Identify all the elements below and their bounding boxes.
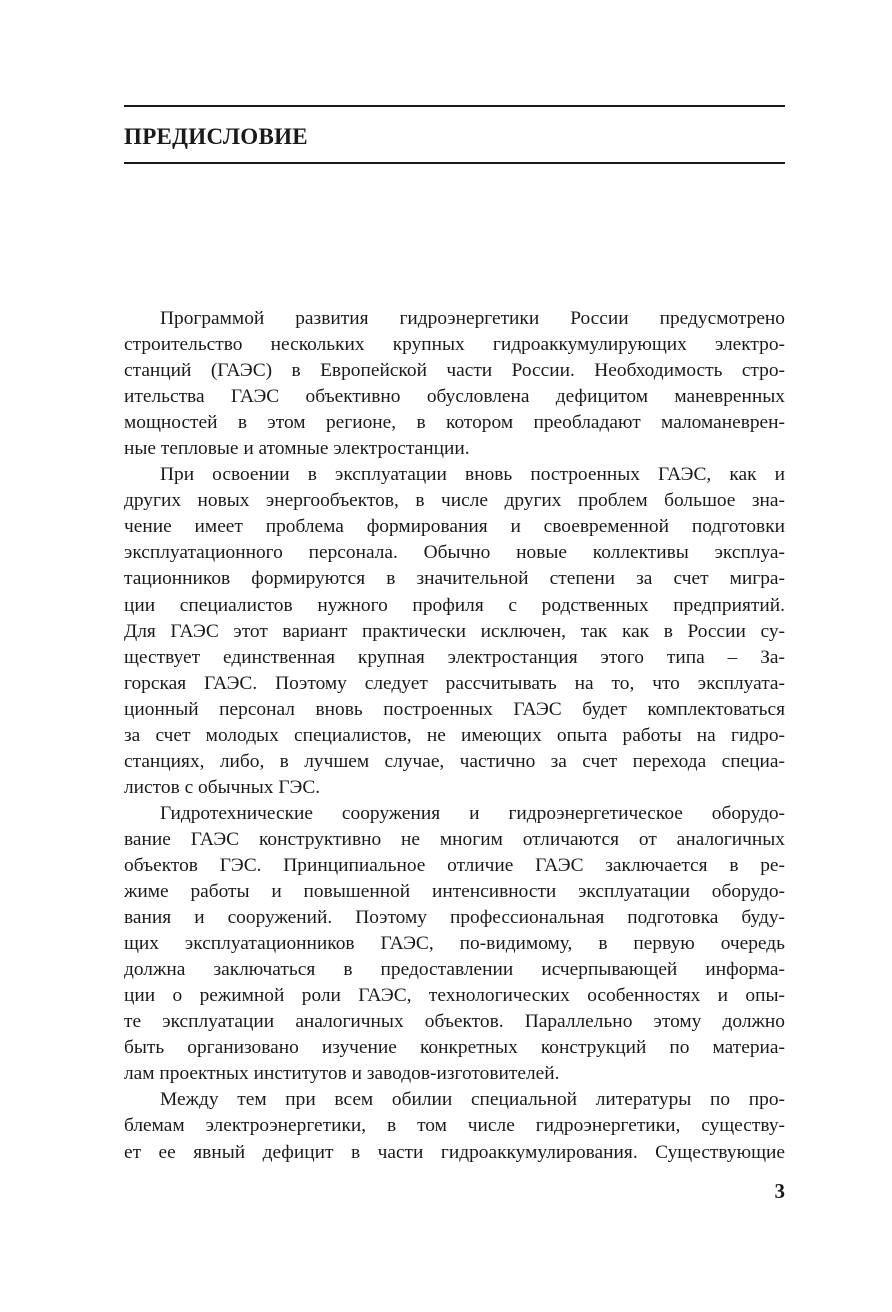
text-line: Между тем при всем обилии специальной литературы по про- bbox=[160, 1089, 785, 1111]
text-line: горская ГАЭС. Поэтому следует рассчитывать на то, что эксплуата- bbox=[124, 672, 785, 694]
text-line: вания и сооружений. Поэтому профессиональная подготовка буду- bbox=[124, 907, 785, 929]
text-line: чение имеет проблема формирования и своевременной подготовки bbox=[124, 516, 785, 538]
text-line: ции специалистов нужного профиля с родственных предприятий. bbox=[124, 594, 785, 616]
text-line: Для ГАЭС этот вариант практически исключен, так как в России су- bbox=[124, 620, 785, 642]
header-rule-top bbox=[124, 105, 785, 107]
text-line: ществует единственная крупная электростанция этого типа – За- bbox=[124, 646, 785, 668]
text-line: Программой развития гидроэнергетики России предусмотрено bbox=[160, 308, 785, 329]
text-line: жиме работы и повышенной интенсивности эксплуатации оборудо- bbox=[124, 881, 785, 903]
text-line: должна заключаться в предоставлении исчерпывающей информа- bbox=[124, 959, 785, 981]
text-line: строительство нескольких крупных гидроаккумулирующих электро- bbox=[124, 334, 785, 356]
text-line: вание ГАЭС конструктивно не многим отличаются от аналогичных bbox=[124, 828, 785, 850]
text-line: ции о режимной роли ГАЭС, технологических особенностях и опы- bbox=[124, 985, 785, 1007]
text-line: станций (ГАЭС) в Европейской части России. Необходимость стро- bbox=[124, 360, 785, 382]
text-line: тационников формируются в значительной степени за счет мигра- bbox=[124, 568, 785, 590]
text-line: Гидротехнические сооружения и гидроэнергетическое оборудо- bbox=[160, 802, 785, 824]
paragraph bbox=[124, 462, 785, 801]
text-line: блемам электроэнергетики, в том числе гидроэнергетики, существу- bbox=[124, 1115, 785, 1137]
page-number: 3 bbox=[774, 1179, 785, 1203]
chapter-title: ПРЕДИСЛОВИЕ bbox=[124, 124, 308, 149]
text-line: ционный персонал вновь построенных ГАЭС будет комплектоваться bbox=[124, 698, 785, 720]
paragraph bbox=[124, 801, 785, 1088]
text-line: других новых энергообъектов, в числе других проблем большое зна- bbox=[124, 490, 785, 512]
paragraph bbox=[124, 1087, 785, 1165]
text-line: объектов ГЭС. Принципиальное отличие ГАЭС заключается в ре- bbox=[124, 854, 785, 876]
text-line: эксплуатационного персонала. Обычно новые коллективы эксплуа- bbox=[124, 542, 785, 564]
text-line: При освоении в эксплуатации вновь построенных ГАЭС, как и bbox=[160, 464, 785, 486]
text-line: станциях, либо, в лучшем случае, частично за счет перехода специа- bbox=[124, 750, 785, 772]
text-line: за счет молодых специалистов, не имеющих опыта работы на гидро- bbox=[124, 724, 785, 746]
text-line: щих эксплуатационников ГАЭС, по-видимому, в первую очередь bbox=[124, 933, 785, 955]
text-line: ительства ГАЭС объективно обусловлена дефицитом маневренных bbox=[124, 386, 785, 408]
text-line: листов с обычных ГЭС. bbox=[124, 776, 321, 798]
text-line: те эксплуатации аналогичных объектов. Параллельно этому должно bbox=[124, 1011, 785, 1033]
text-line: мощностей в этом регионе, в котором преобладают маломаневрен- bbox=[124, 412, 785, 434]
body-text bbox=[124, 306, 785, 1166]
text-line: быть организовано изучение конкретных конструкций по материа- bbox=[124, 1037, 785, 1059]
text-line: ные тепловые и атомные электростанции. bbox=[124, 438, 470, 460]
paragraph bbox=[124, 306, 785, 462]
text-line: лам проектных институтов и заводов-изготовителей. bbox=[124, 1063, 560, 1085]
text-line: ет ее явный дефицит в части гидроаккумулирования. Существующие bbox=[124, 1141, 785, 1163]
header-rule-bottom bbox=[124, 162, 785, 164]
